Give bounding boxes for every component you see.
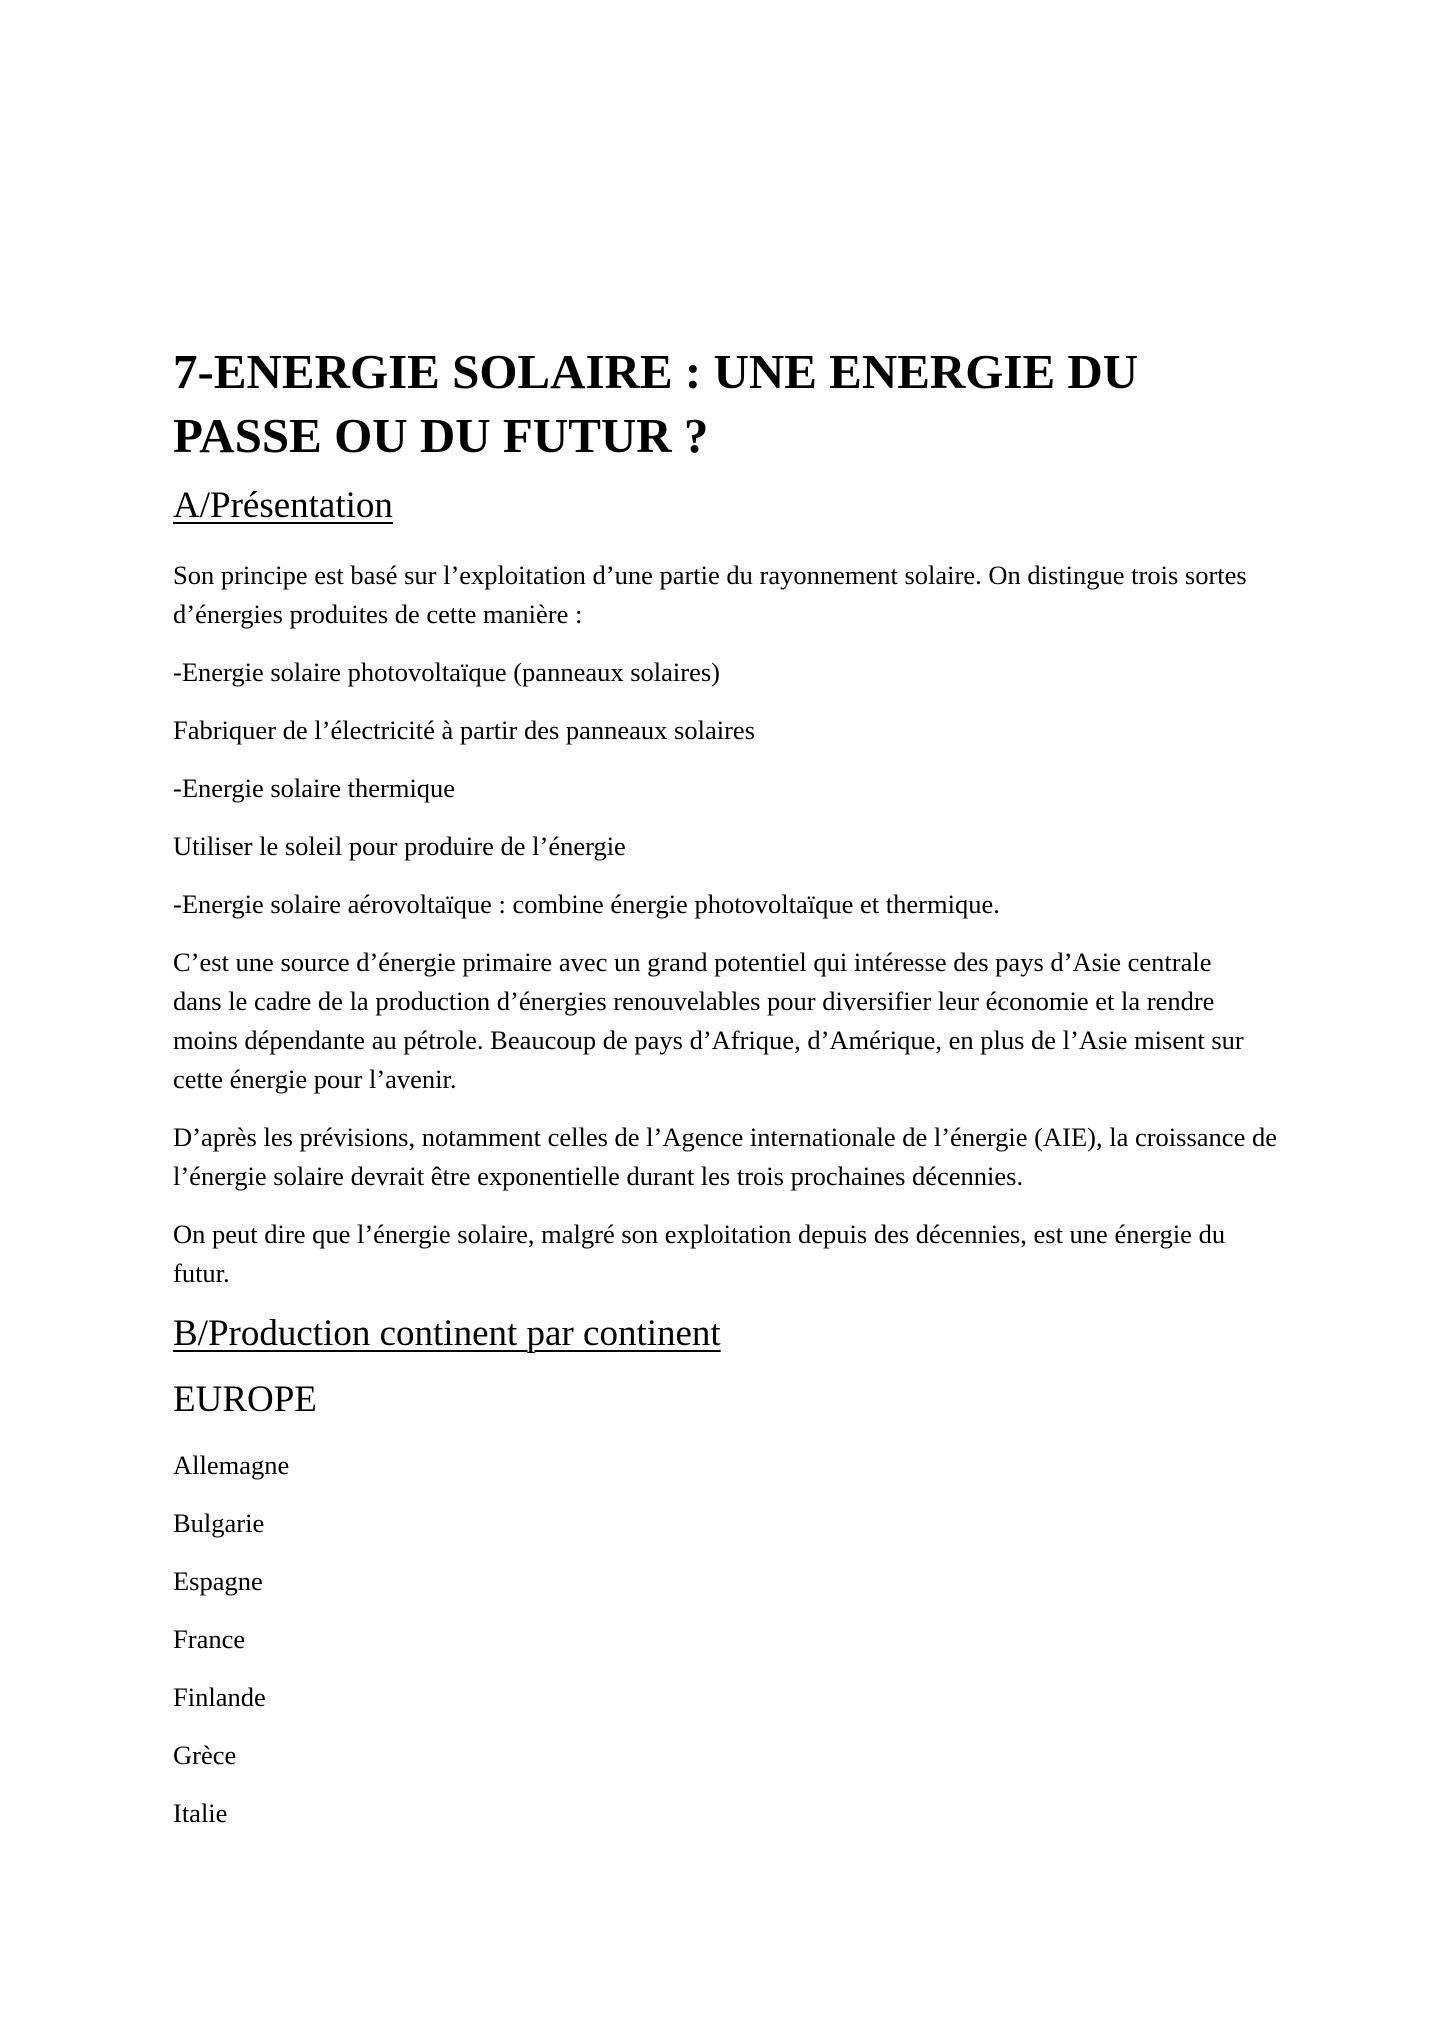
list-item: Bulgarie: [173, 1508, 265, 1538]
page-title: [173, 340, 1313, 468]
paragraph-photovoltaic: -Energie solaire photovoltaïque (panneaux solaires): [173, 657, 720, 687]
country-list: [173, 1446, 1313, 1833]
list-item: Finlande: [173, 1682, 266, 1712]
region-heading-europe: EUROPE: [173, 1379, 317, 1420]
list-item: Grèce: [173, 1740, 237, 1770]
paragraph-conclusion: On peut dire que l’énergie solaire, malgré son exploitation depuis des décennies, est une énergie du futur.: [173, 1219, 1226, 1288]
section-b-heading: B/Production continent par continent: [173, 1313, 721, 1354]
list-item: France: [173, 1624, 246, 1654]
paragraph-primary-source: C’est une source d’énergie primaire avec un grand potentiel qui intéresse des pays d’Asie centrale dans le cadre de la production d’énergies renouvelables pour diversifier leur économie et la rendre moins dépendante au pétrole. Beaucoup de pays d’Afrique, d’Amérique, en plus de l’Asie misent sur cette énergie pour l’avenir.: [173, 947, 1244, 1094]
paragraph-aerovoltaic: -Energie solaire aérovoltaïque : combine énergie photovoltaïque et thermique.: [173, 889, 1000, 919]
list-item: Espagne: [173, 1566, 263, 1596]
document-page: [173, 340, 1313, 1852]
list-item: Allemagne: [173, 1450, 290, 1480]
paragraph-principle: Son principe est basé sur l’exploitation d’une partie du rayonnement solaire. On distingue trois sortes d’énergies produites de cette manière :: [173, 560, 1247, 629]
paragraph-photovoltaic-desc: Fabriquer de l’électricité à partir des panneaux solaires: [173, 715, 756, 745]
paragraph-thermal-desc: Utiliser le soleil pour produire de l’énergie: [173, 831, 626, 861]
title-line-2: PASSE OU DU FUTUR ?: [173, 408, 709, 463]
list-item: Italie: [173, 1798, 228, 1828]
paragraph-forecast: D’après les prévisions, notamment celles de l’Agence internationale de l’énergie (AIE), la croissance de l’énergie solaire devrait être exponentielle durant les trois prochaines décennies.: [173, 1122, 1277, 1191]
section-a-heading: A/Présentation: [173, 485, 393, 526]
paragraph-thermal: -Energie solaire thermique: [173, 773, 456, 803]
title-line-1: 7-ENERGIE SOLAIRE : UNE ENERGIE DU: [173, 344, 1139, 399]
